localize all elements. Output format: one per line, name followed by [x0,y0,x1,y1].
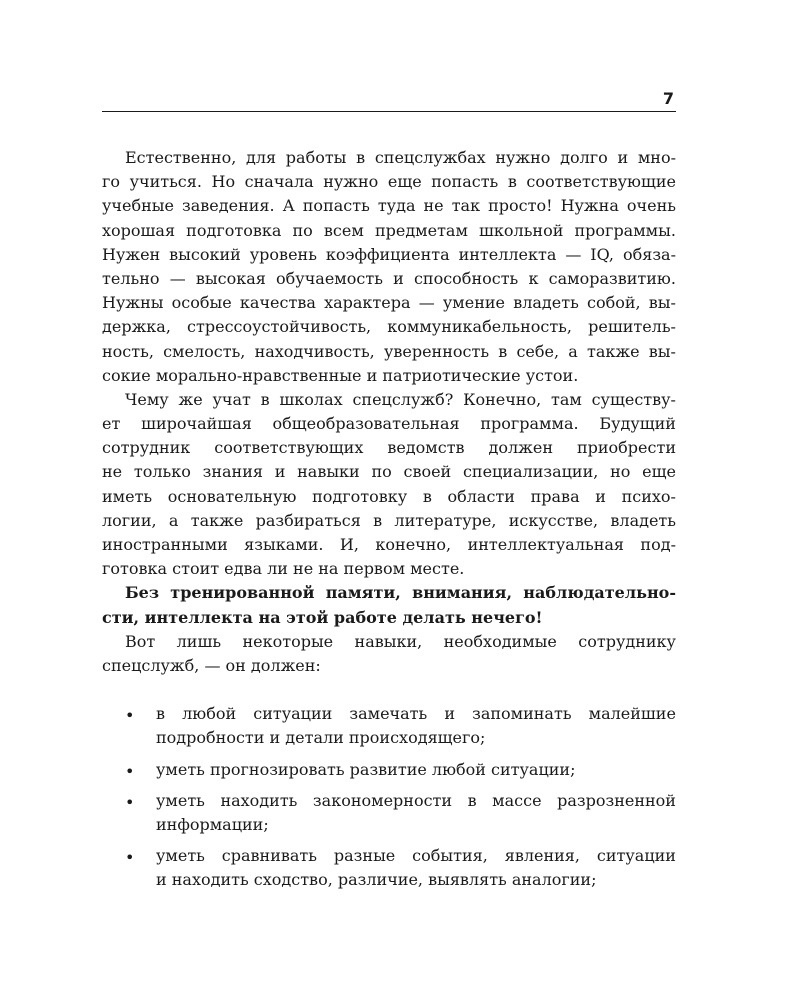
list-item [102,760,676,784]
text-line: ет широчайшая общеобразовательная программа. Будущий [102,414,676,434]
bullet-icon: • [125,792,135,812]
text-line: логии, а также разбираться в литературе, искусстве, владеть [102,510,676,530]
text-line: не только знания и навыки по своей специализации, но еще [102,462,676,482]
paragraph [102,630,676,678]
text-line: иметь основательную подготовку в области права и психо- [102,486,676,506]
text-line: и находить сходство, различие, выявлять аналогии; [156,870,597,890]
text-line: сокие морально-нравственные и патриотические устои. [102,365,579,385]
text-line: ность, смелость, находчивость, уверенность в себе, а также вы- [102,341,676,361]
page-body [102,146,676,678]
list-item [102,846,676,894]
list-item [102,791,676,839]
page-header [102,88,676,112]
text-line: информации; [156,814,269,834]
list-item [102,704,676,752]
text-line: хорошая подготовка по всем предметам школьной программы. [102,220,676,240]
text-line: Нужны особые качества характера — умение владеть собой, вы- [102,293,676,313]
bullet-icon: • [125,706,135,726]
paragraph [102,388,676,582]
bullet-list [102,704,676,894]
text-line: го учиться. Но сначала нужно еще попасть в соответствующие [102,172,676,192]
text-line: спецслужб, — он должен: [102,655,321,675]
text-line: сотрудник соответствующих ведомств должен приобрести [102,438,676,458]
text-line: Без тренированной памяти, внимания, наблюдательно- [125,583,676,603]
text-line: Нужен высокий уровень коэффициента интеллекта — IQ, обяза- [102,244,676,264]
text-line: сти, интеллекта на этой работе делать нечего! [102,607,543,627]
text-line: тельно — высокая обучаемость и способность к саморазвитию. [102,268,676,288]
text-line: учебные заведения. А попасть туда не так просто! Нужна очень [102,196,676,216]
text-line: Чему же учат в школах спецслужб? Конечно, там существу- [125,389,676,409]
page-number: 7 [662,89,674,108]
text-line: в любой ситуации замечать и запоминать малейшие [156,704,676,724]
bullet-icon: • [125,761,135,781]
text-line: уметь находить закономерности в массе разрозненной [156,790,676,810]
text-line: Естественно, для работы в спецслужбах нужно долго и мно- [125,148,676,167]
paragraph [102,146,676,388]
text-line: готовка стоит едва ли не на первом месте. [102,559,465,579]
bullet-icon: • [125,848,135,868]
text-line: уметь сравнивать разные события, явления, ситуации [156,846,676,866]
book-page [102,88,676,901]
text-line: Вот лишь некоторые навыки, необходимые сотруднику [125,631,676,651]
text-line: уметь прогнозировать развитие любой ситуации; [156,759,576,779]
text-line: подробности и детали происходящего; [156,728,486,748]
bold-paragraph [102,581,676,629]
text-line: держка, стрессоустойчивость, коммуникабельность, решитель- [102,317,676,337]
text-line: иностранными языками. И, конечно, интеллектуальная под- [102,535,676,554]
